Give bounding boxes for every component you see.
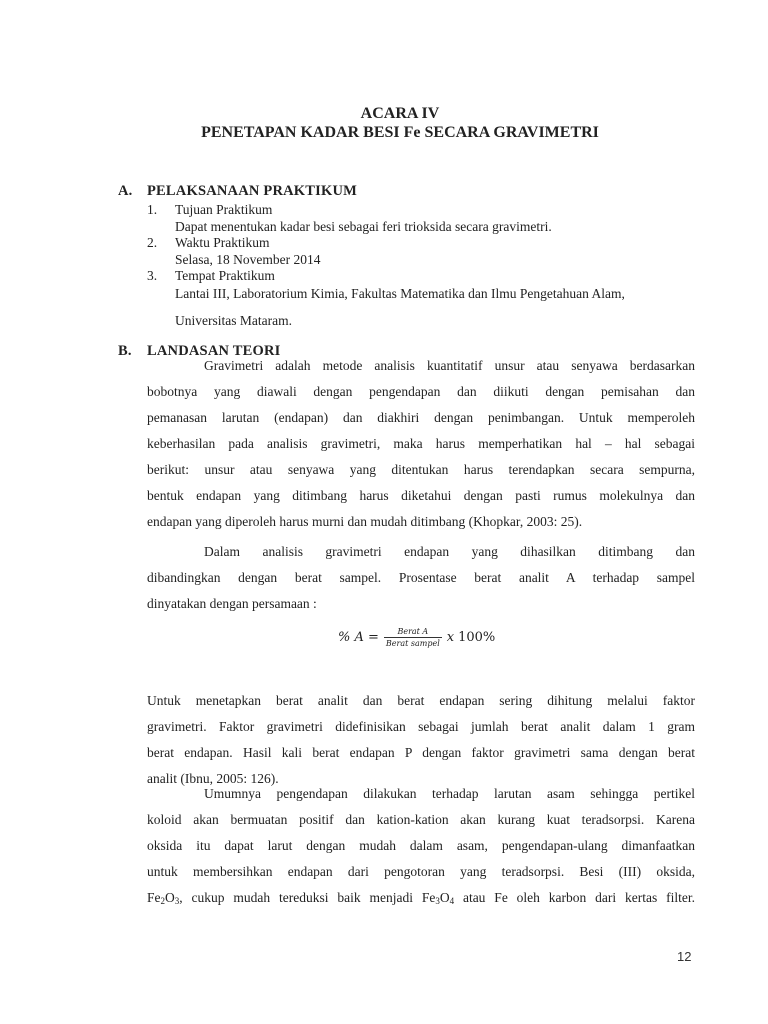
paragraph-line: Untuk menetapkan berat analit dan berat endapan sering dihitung melalui faktor [147,693,695,708]
item-3-label: Tempat Praktikum [175,268,275,283]
paragraph-line: oksida itu dapat larut dengan mudah dalam asam, pengendapan-ulang dimanfaatkan [147,838,695,853]
formula-denominator: Berat sampel [385,638,440,648]
paragraph-line: pemanasan larutan (endapan) dan diakhiri dengan penimbangan. Untuk memperoleh [147,410,695,425]
item-2-label: Waktu Praktikum [175,235,270,250]
item-3-number: 3. [147,268,158,283]
paragraph-gravimetri-definition [147,353,695,535]
item-1-number: 1. [147,202,158,217]
paragraph-line: keberhasilan pada analisis gravimetri, maka harus memperhatikan hal – hal sebagai [147,436,695,451]
paragraph-line: endapan yang diperoleh harus murni dan mudah ditimbang (Khopkar, 2003: 25). [147,514,583,529]
paragraph-line: koloid akan bermuatan positif dan kation-kation akan kurang kuat teradsorpsi. Karena [147,812,695,827]
chemical-end-text: atau Fe oleh karbon dari kertas filter. [454,890,695,905]
fe2o3-fe: Fe [147,890,161,905]
paragraph-faktor-gravimetri [147,688,695,792]
paragraph-line: Umumnya pengendapan dilakukan terhadap larutan asam sehingga pertikel [204,786,695,801]
fe3o4-sub-3: 3 [435,896,440,906]
formula-fraction [384,627,442,648]
paragraph-line: berikut: unsur atau senyawa yang ditentukan harus terendapkan secara sempurna, [147,462,695,477]
formula-times: x [446,629,455,645]
section-a-letter: A. [118,183,133,199]
fe3o4-sub-4: 4 [449,896,455,906]
fe2o3-o: O [165,890,175,905]
fe2o3-sub-2: 2 [160,896,165,906]
paragraph-line: untuk membersihkan endapan dari pengotoran yang teradsorpsi. Besi (III) oksida, [147,864,695,879]
fe3o4-o: O [439,890,450,905]
paragraph-analisis [147,539,695,617]
item-1-text: Dapat menentukan kadar besi sebagai feri trioksida secara gravimetri. [175,219,552,234]
paragraph-line-chemical [147,885,695,911]
paragraph-line: berat endapan. Hasil kali berat endapan P dengan faktor gravimetri sama dengan berat [147,745,695,760]
fe2o3-sub-3: 3 [174,896,180,906]
item-2-number: 2. [147,235,158,250]
paragraph-line: analit (Ibnu, 2005: 126). [147,771,279,786]
paragraph-line: dibandingkan dengan berat sampel. Prosentase berat analit A terhadap sampel [147,570,695,585]
section-b-title: LANDASAN TEORI [147,343,281,359]
page-number: 12 [677,949,692,964]
formula-numerator: Berat A [397,626,429,636]
page-title: ACARA IV [360,105,440,122]
formula-lhs: % A = [338,629,379,645]
formula-percent: 100% [458,629,496,645]
paragraph-line: Dalam analisis gravimetri endapan yang dihasilkan ditimbang dan [204,544,695,559]
section-b-letter: B. [118,343,132,359]
percent-formula [338,620,495,654]
item-3-text-continued: Universitas Mataram. [175,313,292,328]
chemical-middle-text: , cukup mudah tereduksi baik menjadi Fe [179,890,436,905]
paragraph-line: gravimetri. Faktor gravimetri didefinisikan sebagai jumlah berat analit dalam 1 gram [147,719,695,734]
paragraph-pengendapan [147,781,695,911]
paragraph-line: bobotnya yang diawali dengan pengendapan dan diikuti dengan pemisahan dan [147,384,695,399]
item-1-label: Tujuan Praktikum [175,202,273,217]
paragraph-line: bentuk endapan yang ditimbang harus diketahui dengan pasti rumus molekulnya dan [147,488,695,503]
page-subtitle: PENETAPAN KADAR BESI Fe SECARA GRAVIMETRI [201,124,599,141]
paragraph-line: dinyatakan dengan persamaan : [147,596,317,611]
paragraph-line: Gravimetri adalah metode analisis kuantitatif unsur atau senyawa berdasarkan [204,358,695,373]
item-3-text: Lantai III, Laboratorium Kimia, Fakultas Matematika dan Ilmu Pengetahuan Alam, [175,286,625,301]
section-a-title: PELAKSANAAN PRAKTIKUM [147,183,358,199]
item-2-text: Selasa, 18 November 2014 [175,252,321,267]
